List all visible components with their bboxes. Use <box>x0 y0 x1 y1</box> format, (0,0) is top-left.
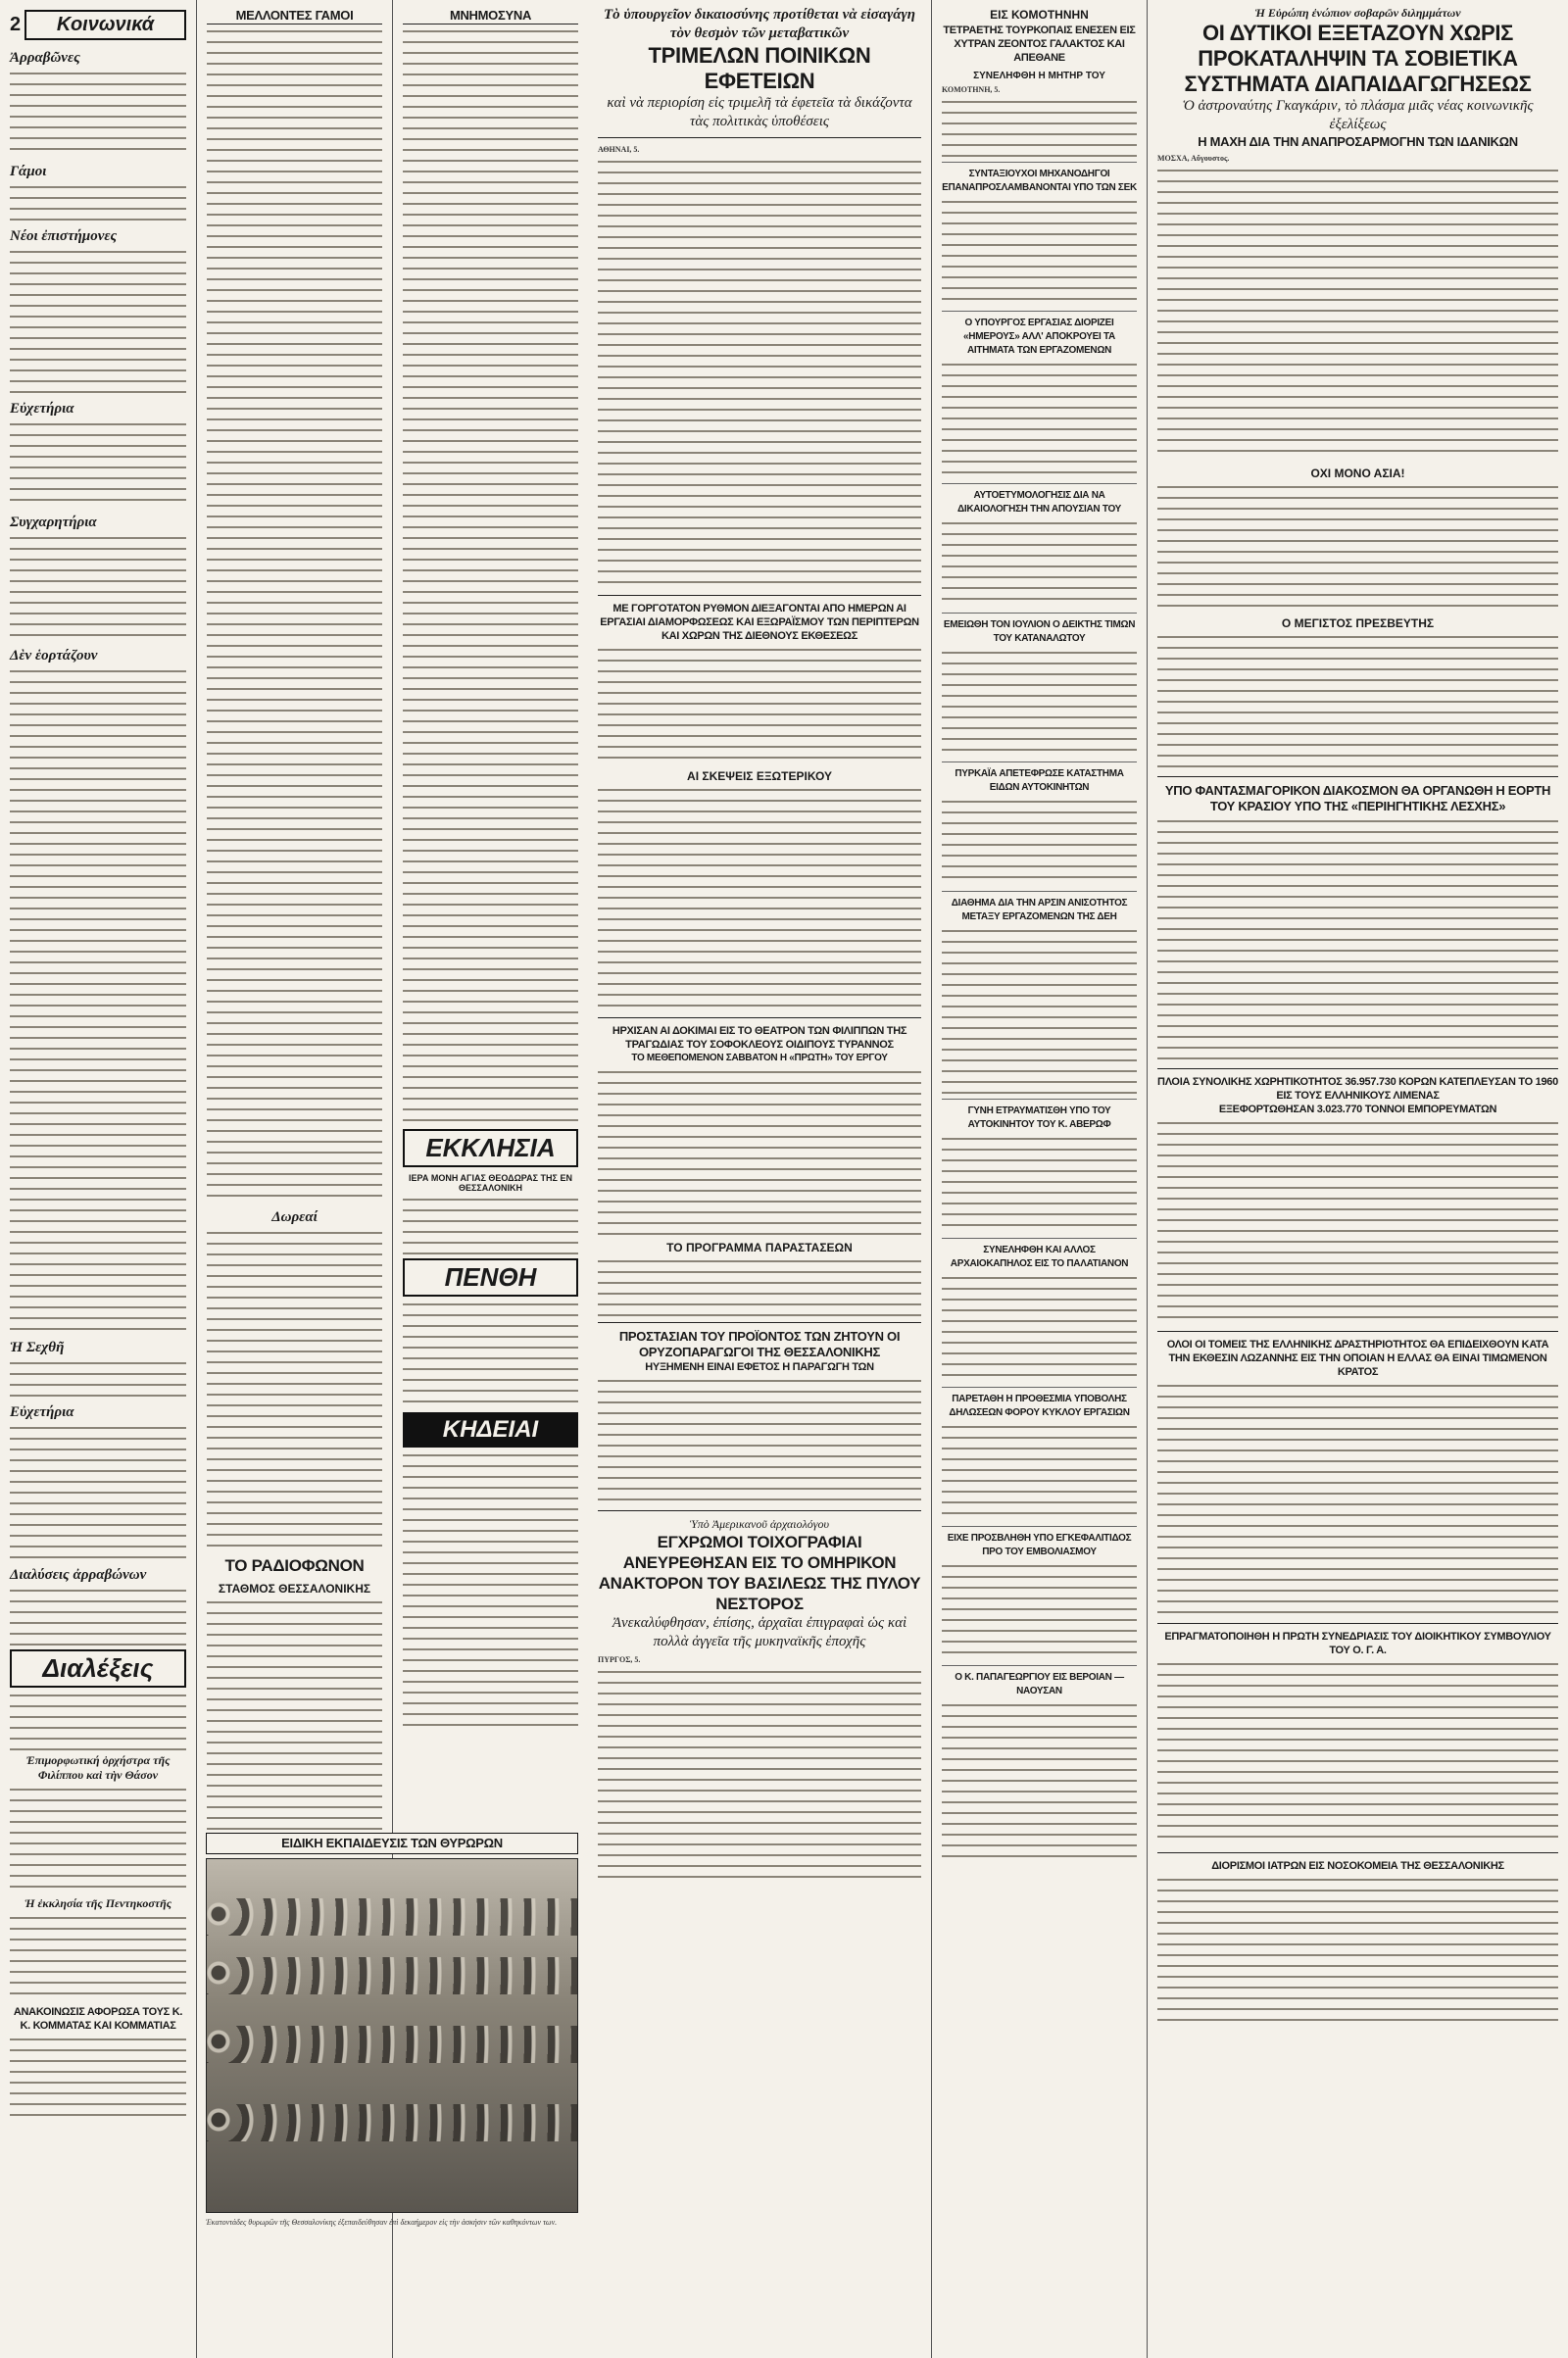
church-subheading: ΙΕΡΑ ΜΟΝΗ ΑΓΙΑΣ ΘΕΟΔΩΡΑΣ ΤΗΣ ΕΝ ΘΕΣΣΑΛΟΝΙΚΗ <box>409 1173 572 1193</box>
section-title: Εὐχετήρια <box>10 401 74 417</box>
photo-caption: Ἑκατοντάδες θυρωρῶν τῆς Θεσσαλονίκης ἐξεπαιδεύθησαν ἐπὶ δεκαήμερον εἰς τὴν ἀσκήσιν τῶν καθηκόντων των. <box>206 2218 558 2227</box>
masthead-koinonika: Κοινωνικά <box>24 10 186 40</box>
rice-headline: ΠΡΟΣΤΑΣΙΑΝ ΤΟΥ ΠΡΟΪΟΝΤΟΣ ΤΩΝ ΖΗΤΟΥΝ ΟΙ ΟΡΥΖΟΠΑΡΑΓΩΓΟΙ ΤΗΣ ΘΕΣΣΑΛΟΝΙΚΗΣ <box>618 1329 901 1359</box>
ships-headline: ΠΛΟΙΑ ΣΥΝΟΛΙΚΗΣ ΧΩΡΗΤΙΚΟΤΗΤΟΣ 36.957.730 ΚΟΡΩΝ ΚΑΤΕΠΛΕΥΣΑΝ ΤΟ 1960 ΕΙΣ ΤΟΥΣ ΕΛΛΗΝΙΚΟΥΣ ΛΙΜΕΝΑΣ <box>1157 1076 1558 1102</box>
text-block <box>942 798 1137 886</box>
text-block <box>1157 1876 1558 2023</box>
text-block <box>403 27 578 1125</box>
oga-headline: ΕΠΡΑΓΜΑΤΟΠΟΙΗΘΗ Η ΠΡΩΤΗ ΣΥΝΕΔΡΙΑΣΙΣ ΤΟΥ ΔΙΟΙΚΗΤΙΚΟΥ ΣΥΜΒΟΥΛΙΟΥ ΤΟΥ Ο. Γ. Α. <box>1164 1631 1551 1656</box>
text-block <box>942 1135 1137 1233</box>
rice-subheadline: ΗΥΞΗΜΕΝΗ ΕΙΝΑΙ ΕΦΕΤΟΣ Η ΠΑΡΑΓΩΓΗ ΤΩΝ <box>645 1361 874 1373</box>
news-headline: ΠΥΡΚΑΪΑ ΑΠΕΤΕΦΡΩΣΕ ΚΑΤΑΣΤΗΜΑ ΕΙΔΩΝ ΑΥΤΟΚΙΝΗΤΩΝ <box>955 768 1124 793</box>
inner-subhead: ΟΧΙ ΜΟΝΟ ΑΣΙΑ! <box>1310 467 1405 480</box>
news-headline: ΕΜΕΙΩΘΗ ΤΟΝ ΙΟΥΛΙΟΝ Ο ΔΕΙΚΤΗΣ ΤΙΜΩΝ ΤΟΥ ΚΑΤΑΝΑΛΩΤΟΥ <box>943 619 1136 644</box>
europe-subheadline-2: Η ΜΑΧΗ ΔΙΑ ΤΗΝ ΑΝΑΠΡΟΣΑΡΜΟΓΗΝ ΤΩΝ ΙΔΑΝΙΚΩΝ <box>1198 134 1518 149</box>
komotini-subheadline: ΣΥΝΕΛΗΦΘΗ Η ΜΗΤΗΡ ΤΟΥ <box>973 71 1105 81</box>
lead-kicker: Τὸ ὑπουργεῖον δικαιοσύνης προτίθεται νὰ εἰσαγάγη τὸν θεσμὸν τῶν μεταβατικῶν <box>603 7 916 41</box>
column-social <box>0 0 196 2358</box>
lead-body <box>598 144 921 155</box>
theatre-headline: ΗΡΧΙΣΑΝ ΑΙ ΔΟΚΙΜΑΙ ΕΙΣ ΤΟ ΘΕΑΤΡΟΝ ΤΩΝ ΦΙΛΙΠΠΩΝ ΤΗΣ ΤΡΑΓΩΔΙΑΣ ΤΟΥ ΣΟΦΟΚΛΕΟΥΣ ΟΙΔΙΠΟΥΣ ΤΥΡΑΝΝΟΣ <box>612 1025 907 1051</box>
memorials-heading: ΜΝΗΜΟΣΥΝΑ <box>403 8 578 25</box>
text-block <box>942 361 1137 478</box>
wine-headline: ΥΠΟ ΦΑΝΤΑΣΜΑΓΟΡΙΚΟΝ ΔΙΑΚΟΣΜΟΝ ΘΑ ΟΡΓΑΝΩΘΗ Η ΕΟΡΤΗ ΤΟΥ ΚΡΑΣΙΟΥ ΥΠΟ ΤΗΣ «ΠΕΡΙΗΓΗΤΙΚΗΣ ΛΕΣΧΗΣ» <box>1164 783 1551 813</box>
lead-subheadline: καὶ νὰ περιορίση εἰς τριμελῆ τὰ ἐφετεῖα τὰ δικάζοντα τὰς πολιτικὰς ὑποθέσεις <box>607 95 912 129</box>
section-title: Νέοι ἐπιστήμονες <box>10 228 118 244</box>
column-europe <box>1147 0 1568 2358</box>
text-block <box>942 198 1137 306</box>
text-block <box>10 70 186 158</box>
section-title: Διαλύσεις ἀρραβώνων <box>10 1567 147 1583</box>
text-block <box>10 667 186 1334</box>
column-lead <box>588 0 931 2358</box>
photo-banner: ΕΙΔΙΚΗ ΕΚΠΑΙΔΕΥΣΙΣ ΤΩΝ ΘΥΡΩΡΩΝ <box>206 1833 578 1854</box>
section-title: Δὲν ἑορτάζουν <box>10 648 98 663</box>
text-block <box>207 1229 382 1552</box>
europe-subheadline: Ὁ ἀστροναύτης Γκαγκάριν, τὸ πλάσμα μιᾶς νέας κοινωνικῆς ἐξελίξεως <box>1182 98 1534 132</box>
text-block <box>403 1301 578 1408</box>
text-block <box>598 786 921 1011</box>
lead-headline: ΤΡΙΜΕΛΩΝ ΠΟΙΝΙΚΩΝ ΕΦΕΤΕΙΩΝ <box>648 43 871 93</box>
text-block <box>598 1668 921 1884</box>
komotini-kicker: ΕΙΣ ΚΟΜΟΤΗΝΗΝ <box>990 8 1089 22</box>
lausanne-headline: ΟΛΟΙ ΟΙ ΤΟΜΕΙΣ ΤΗΣ ΕΛΛΗΝΙΚΗΣ ΔΡΑΣΤΗΡΙΟΤΗΤΟΣ ΘΑ ΕΠΙΔΕΙΧΘΟΥΝ ΚΑΤΑ ΤΗΝ ΕΚΘΕΣΙΝ ΛΩΖΑΝΝΗΣ ΕΙΣ ΤΗΝ ΟΠΟΙΑΝ Η ΕΛΛΑΣ ΘΑ ΕΙΝΑΙ ΤΙΜΩΜΕΝΟΝ ΚΡΑΤΟΣ <box>1166 1339 1549 1378</box>
text-block <box>10 1692 186 1750</box>
expo-headline: ΜΕ ΓΟΡΓΟΤΑΤΟΝ ΡΥΘΜΟΝ ΔΙΕΞΑΓΟΝΤΑΙ ΑΠΟ ΗΜΕΡΩΝ ΑΙ ΕΡΓΑΣΙΑΙ ΔΙΑΜΟΡΦΩΣΕΩΣ ΚΑΙ ΕΞΩΡΑΪΣΜΟΥ ΤΩΝ ΠΕΡΙΠΤΕΡΩΝ ΚΑΙ ΧΩΡΩΝ ΤΗΣ ΔΙΕΘΝΟΥΣ ΕΚΘΕΣΕΩΣ <box>600 603 919 642</box>
text-block <box>10 420 186 509</box>
news-headline: ΔΙΑΘΗΜΑ ΔΙΑ ΤΗΝ ΑΡΣΙΝ ΑΝΙΣΟΤΗΤΟΣ ΜΕΤΑΞΥ ΕΡΓΑΖΟΜΕΝΩΝ ΤΗΣ ΔΕΗ <box>951 898 1128 922</box>
section-title: Γάμοι <box>10 164 47 179</box>
program-subhead: ΤΟ ΠΡΟΓΡΑΜΜΑ ΠΑΡΑΣΤΑΣΕΩΝ <box>666 1241 853 1254</box>
text-block <box>403 1451 578 1726</box>
text-block <box>1157 483 1558 611</box>
text-block <box>10 183 186 222</box>
text-block <box>403 1196 578 1254</box>
dateline: ΚΟΜΟΤΗΝΗ, 5. <box>942 85 1001 94</box>
news-headline: ΣΥΝΤΑΞΙΟΥΧΟΙ ΜΗΧΑΝΟΔΗΓΟΙ ΕΠΑΝΑΠΡΟΣΛΑΜΒΑΝΟΝΤΑΙ ΥΠΟ ΤΩΝ ΣΕΚ <box>942 169 1137 193</box>
section-title: Συγχαρητήρια <box>10 515 97 530</box>
ships-subheadline: ΕΞΕΦΟΡΤΩΘΗΣΑΝ 3.023.770 ΤΟΝΝΟΙ ΕΜΠΟΡΕΥΜΑΤΩΝ <box>1218 1104 1497 1115</box>
foreign-subhead: ΑΙ ΣΚΕΨΕΙΣ ΕΞΩΤΕΡΙΚΟΥ <box>687 769 832 783</box>
text-block <box>598 1377 921 1504</box>
text-block <box>1157 167 1558 461</box>
radio-heading: ΤΟ ΡΑΔΙΟΦΩΝΟΝ <box>224 1556 365 1575</box>
church-banner: ΕΚΚΛΗΣΙΑ <box>403 1129 578 1167</box>
arch-body <box>598 1654 921 1665</box>
lectures-banner: Διαλέξεις <box>10 1649 186 1688</box>
news-headline: ΣΥΝΕΛΗΦΘΗ ΚΑΙ ΑΛΛΟΣ ΑΡΧΑΙΟΚΑΠΗΛΟΣ ΕΙΣ ΤΟ ΠΑΛΑΤΙΑΝΟΝ <box>950 1245 1129 1269</box>
lecture-title: Ἐπιμορφωτική ὁρχήστρα τῆς Φιλίππου καὶ τὴν Θάσον <box>25 1753 171 1782</box>
column-news <box>931 0 1147 2358</box>
text-block <box>10 1914 186 2002</box>
europe-kicker: Ἡ Εὐρώπη ἐνώπιον σοβαρῶν διλημμάτων <box>1254 6 1461 20</box>
text-block <box>1157 633 1558 770</box>
dateline: ΑΘΗΝΑΙ, 5. <box>598 145 640 154</box>
dateline: ΠΥΡΓΟΣ, 5. <box>598 1655 641 1664</box>
text-block <box>10 1587 186 1646</box>
weddings-heading: ΜΕΛΛΟΝΤΕΣ ΓΑΜΟΙ <box>207 8 382 25</box>
funerals-banner: ΚΗΔΕΙΑΙ <box>403 1412 578 1448</box>
news-headline: ΓΥΝΗ ΕΤΡΑΥΜΑΤΙΣΘΗ ΥΠΟ ΤΟΥ ΑΥΤΟΚΙΝΗΤΟΥ ΤΟΥ Κ. ΑΒΕΡΩΦ <box>967 1105 1111 1130</box>
text-block <box>598 1068 921 1235</box>
text-block <box>1157 1660 1558 1846</box>
section-title: Ἀρραβῶνες <box>10 50 80 66</box>
text-block <box>1157 1119 1558 1325</box>
mourning-banner: ΠΕΝΘΗ <box>403 1258 578 1297</box>
page-number: 2 <box>10 14 22 35</box>
text-block <box>598 158 921 589</box>
news-headline: Ο ΥΠΟΥΡΓΟΣ ΕΡΓΑΣΙΑΣ ΔΙΟΡΙΖΕΙ «ΗΜΕΡΟΥΣ» ΑΛΛ' ΑΠΟΚΡΟΥΕΙ ΤΑ ΑΙΤΗΜΑΤΑ ΤΩΝ ΕΡΓΑΖΟΜΕΝΩΝ <box>963 318 1115 356</box>
doctors-headline: ΔΙΟΡΙΣΜΟΙ ΙΑΤΡΩΝ ΕΙΣ ΝΟΣΟΚΟΜΕΙΑ ΤΗΣ ΘΕΣΣΑΛΟΝΙΚΗΣ <box>1211 1860 1504 1872</box>
text-block <box>1157 1382 1558 1617</box>
text-block <box>942 1701 1137 1858</box>
dateline: ΜΟΣΧΑ, Αὔγουστος. <box>1157 154 1230 163</box>
text-block <box>10 1424 186 1561</box>
news-headline: ΑΥΤΟΕΤΥΜΟΛΟΓΗΣΙΣ ΔΙΑ ΝΑ ΔΙΚΑΙΟΛΟΓΗΣΗ ΤΗΝ ΑΠΟΥΣΙΑΝ ΤΟΥ <box>956 490 1122 515</box>
europe-body <box>1157 153 1558 164</box>
news-headline: Ο Κ. ΠΑΠΑΓΕΩΡΓΙΟΥ ΕΙΣ ΒΕΡΟΙΑΝ — ΝΑΟΥΣΑΝ <box>955 1672 1124 1696</box>
news-headline: ΠΑΡΕΤΑΘΗ Η ΠΡΟΘΕΣΜΙΑ ΥΠΟΒΟΛΗΣ ΔΗΛΩΣΕΩΝ ΦΟΡΟΥ ΚΥΚΛΟΥ ΕΡΓΑΣΙΩΝ <box>949 1394 1130 1418</box>
text-block <box>10 248 186 395</box>
komotini-body <box>942 84 1137 95</box>
ekklisia-title: Ἡ ἐκκλησία τῆς Πεντηκοστῆς <box>24 1896 172 1910</box>
photo-doormen <box>206 1858 578 2213</box>
text-block <box>942 98 1137 157</box>
text-block <box>942 519 1137 608</box>
donations-heading: Δωρεαί <box>271 1209 318 1225</box>
arch-headline: ΕΓΧΡΩΜΟΙ ΤΟΙΧΟΓΡΑΦΙΑΙ ΑΝΕΥΡΕΘΗΣΑΝ ΕΙΣ ΤΟ ΟΜΗΡΙΚΟΝ ΑΝΑΚΤΟΡΟΝ ΤΟΥ ΒΑΣΙΛΕΩΣ ΤΗΣ ΠΥΛΟΥ ΝΕΣΤΟΡΟΣ <box>598 1533 921 1613</box>
announcement-title: ΑΝΑΚΟΙΝΩΣΙΣ ΑΦΟΡΩΣΑ ΤΟΥΣ Κ. Κ. ΚΟΜΜΑΤΑΣ ΚΑΙ ΚΟΜΜΑΤΙΑΣ <box>13 2006 183 2032</box>
text-block <box>942 927 1137 1094</box>
text-block <box>10 2036 186 2124</box>
theatre-subheadline: ΤΟ ΜΕΘΕΠΟΜΕΝΟΝ ΣΑΒΒΑΤΟΝ Η «ΠΡΩΤΗ» ΤΟΥ ΕΡΓΟΥ <box>631 1053 888 1063</box>
komotini-headline: ΤΕΤΡΑΕΤΗΣ ΤΟΥΡΚΟΠΑΙΣ ΕΝΕΣΕΝ ΕΙΣ ΧΥΤΡΑΝ ΖΕΟΝΤΟΣ ΓΑΛΑΚΤΟΣ ΚΑΙ ΑΠΕΘΑΝΕ <box>943 25 1136 64</box>
arch-subheadline: Ἀνεκαλύφθησαν, ἐπίσης, ἀρχαῖαι ἐπιγραφαὶ ὡς καὶ πολλὰ ἀγγεῖα τῆς μυκηναϊκῆς ἐποχῆς <box>612 1615 907 1649</box>
text-block <box>207 27 382 1204</box>
text-block <box>598 646 921 763</box>
text-block <box>1157 817 1558 1062</box>
text-block <box>942 1562 1137 1660</box>
text-block <box>10 1359 186 1399</box>
radio-subheading: ΣΤΑΘΜΟΣ ΘΕΣΣΑΛΟΝΙΚΗΣ <box>218 1582 371 1596</box>
text-block <box>598 1257 921 1316</box>
section-title: Εὐχετήρια <box>10 1404 74 1420</box>
europe-headline: ΟΙ ΔΥΤΙΚΟΙ ΕΞΕΤΑΖΟΥΝ ΧΩΡΙΣ ΠΡΟΚΑΤΑΛΗΨΙΝ ΤΑ ΣΟΒΙΕΤΙΚΑ ΣΥΣΤΗΜΑΤΑ ΔΙΑΠΑΙΔΑΓΩΓΗΣΕΩΣ <box>1184 21 1532 96</box>
text-block <box>942 1423 1137 1521</box>
text-block <box>10 534 186 642</box>
text-block <box>942 1274 1137 1382</box>
text-block <box>942 649 1137 757</box>
arch-kicker: Ὑπὸ Ἀμερικανοῦ ἀρχαιολόγου <box>689 1517 830 1531</box>
text-block <box>10 1786 186 1893</box>
photo-story <box>206 1833 578 2228</box>
section-title: Ἡ Σεχθῆ <box>10 1340 65 1355</box>
news-headline: ΕΙΧΕ ΠΡΟΣΒΛΗΘΗ ΥΠΟ ΕΓΚΕΦΑΛΙΤΙΔΟΣ ΠΡΟ ΤΟΥ ΕΜΒΟΛΙΑΣΜΟΥ <box>947 1533 1132 1557</box>
inner-subhead: Ο ΜΕΓΙΣΤΟΣ ΠΡΕΣΒΕΥΤΗΣ <box>1281 616 1435 630</box>
